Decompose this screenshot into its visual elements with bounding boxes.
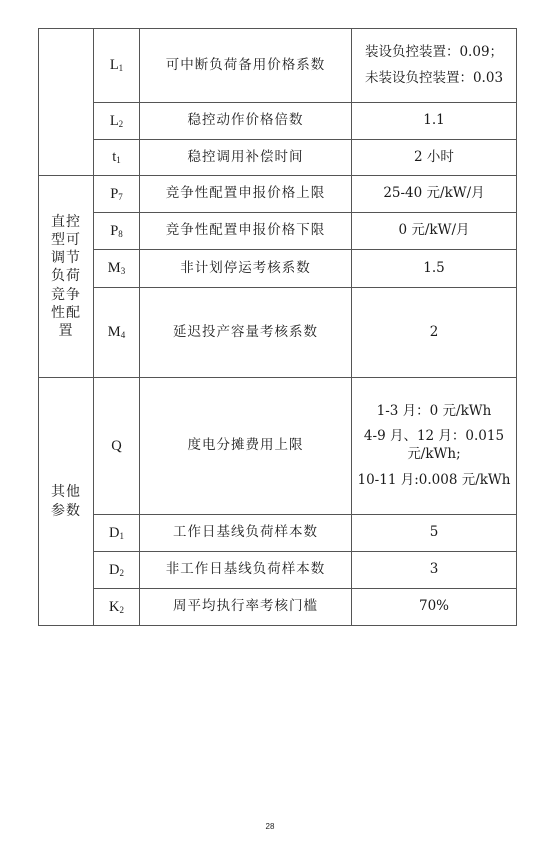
symbol-cell: $M_3$: [94, 250, 140, 288]
parameter-name: 竞争性配置申报价格下限: [140, 213, 352, 250]
table-row: [39, 515, 517, 552]
table-row: [39, 378, 517, 515]
parameter-name: 工作日基线负荷样本数: [140, 515, 352, 552]
parameter-name: 稳控动作价格倍数: [140, 103, 352, 140]
parameter-name: 非计划停运考核系数: [140, 250, 352, 288]
parameter-value: 1.5: [352, 250, 517, 288]
symbol-cell: $D_2$: [94, 552, 140, 589]
table-row: [39, 589, 517, 626]
table-row: [39, 176, 517, 213]
parameter-name: 非工作日基线负荷样本数: [140, 552, 352, 589]
parameter-value: 3: [352, 552, 517, 589]
parameter-name: 稳控调用补偿时间: [140, 140, 352, 176]
symbol-cell: $D_1$: [94, 515, 140, 552]
symbol-cell: $L_2$: [94, 103, 140, 140]
parameter-name: 竞争性配置申报价格上限: [140, 176, 352, 213]
symbol-cell: $M_4$: [94, 288, 140, 378]
table-row: [39, 213, 517, 250]
symbol-cell: $K_2$: [94, 589, 140, 626]
table-row: [39, 29, 517, 103]
group-label-other-params: 其他参数: [39, 378, 94, 626]
parameter-value: 1-3 月：0 元/kWh 4-9 月、12 月：0.015 元/kWh; 10-11 月:0.008 元/kWh: [352, 378, 517, 515]
parameter-value: 5: [352, 515, 517, 552]
parameter-value: 1.1: [352, 103, 517, 140]
table-row: [39, 288, 517, 378]
group-label-direct-control: 直控型可调节负荷竞争性配置: [39, 176, 94, 378]
group-cell-empty: [39, 29, 94, 176]
symbol-cell: $P_8$: [94, 213, 140, 250]
table-row: [39, 103, 517, 140]
parameter-value: 70%: [352, 589, 517, 626]
parameter-name: 周平均执行率考核门槛: [140, 589, 352, 626]
symbol-cell: $P_7$: [94, 176, 140, 213]
parameter-name: 可中断负荷备用价格系数: [140, 29, 352, 103]
parameter-name: 度电分摊费用上限: [140, 378, 352, 515]
parameter-name: 延迟投产容量考核系数: [140, 288, 352, 378]
symbol-cell: $L_1$: [94, 29, 140, 103]
symbol-cell: Q: [94, 378, 140, 515]
parameter-value: 25-40 元/kW/月: [352, 176, 517, 213]
table-row: [39, 140, 517, 176]
parameter-table: [38, 28, 517, 626]
parameter-value: 2: [352, 288, 517, 378]
table-row: [39, 552, 517, 589]
page-number: 28: [265, 822, 275, 831]
parameter-value: 0 元/kW/月: [352, 213, 517, 250]
parameter-value: 2 小时: [352, 140, 517, 176]
table-row: [39, 250, 517, 288]
parameter-value: 装设负控装置：0.09； 未装设负控装置：0.03: [352, 29, 517, 103]
symbol-cell: $t_1$: [94, 140, 140, 176]
